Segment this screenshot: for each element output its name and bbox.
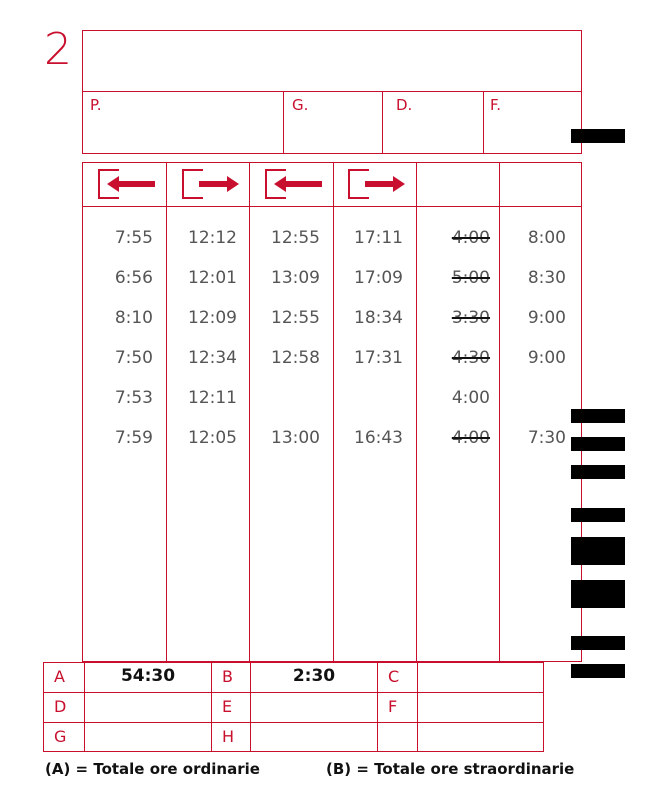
totals-row-sep-2 xyxy=(43,722,544,723)
row-2-hours: 3:30 xyxy=(451,308,490,328)
card-number: 2 xyxy=(44,24,72,75)
totals-letter-d: D xyxy=(54,697,67,716)
total-ordinary-hours: 54:30 xyxy=(120,666,176,686)
timing-mark xyxy=(571,580,625,608)
row-3-hours: 4:30 xyxy=(451,348,490,368)
header-sep-3 xyxy=(483,91,484,154)
row-1-daily-total: 8:30 xyxy=(527,268,566,288)
timing-mark xyxy=(571,465,625,479)
row-2-entry-2: 12:55 xyxy=(271,308,320,328)
out-arrow-icon xyxy=(181,168,241,200)
totals-col-sep-3 xyxy=(250,662,251,752)
row-5-entry-1: 7:59 xyxy=(114,428,153,448)
row-0-daily-total: 8:00 xyxy=(527,228,566,248)
row-3-exit-2: 17:31 xyxy=(354,348,403,368)
timing-mark xyxy=(571,129,625,143)
timing-mark xyxy=(571,636,625,650)
grid-col-sep-5 xyxy=(499,162,500,662)
row-0-exit-2: 17:11 xyxy=(354,228,403,248)
grid-col-sep-1 xyxy=(166,162,167,662)
header-box xyxy=(82,30,582,154)
row-0-entry-1: 7:55 xyxy=(114,228,153,248)
timing-mark xyxy=(571,409,625,423)
grid-col-sep-3 xyxy=(333,162,334,662)
grid-col-sep-4 xyxy=(416,162,417,662)
totals-col-sep-4 xyxy=(377,662,378,752)
totals-letter-c: C xyxy=(388,667,400,686)
legend-b: (B) = Totale ore straordinarie xyxy=(326,760,575,778)
row-2-entry-1: 8:10 xyxy=(114,308,153,328)
row-2-exit-2: 18:34 xyxy=(354,308,403,328)
row-0-entry-2: 12:55 xyxy=(271,228,320,248)
totals-col-sep-2 xyxy=(211,662,212,752)
grid-header-divider xyxy=(82,206,582,207)
row-5-hours: 4:00 xyxy=(451,428,490,448)
row-0-hours: 4:00 xyxy=(451,228,490,248)
header-sep-1 xyxy=(283,91,284,154)
timing-mark xyxy=(571,664,625,678)
totals-col-sep-1 xyxy=(84,662,85,752)
header-divider xyxy=(82,91,582,92)
header-label-f: F. xyxy=(490,96,501,114)
row-5-exit-2: 16:43 xyxy=(354,428,403,448)
row-0-exit-1: 12:12 xyxy=(188,228,237,248)
row-2-exit-1: 12:09 xyxy=(188,308,237,328)
row-3-daily-total: 9:00 xyxy=(527,348,566,368)
total-overtime-hours: 2:30 xyxy=(292,666,336,686)
row-5-entry-2: 13:00 xyxy=(271,428,320,448)
row-1-exit-1: 12:01 xyxy=(188,268,237,288)
in-arrow-icon xyxy=(264,168,324,200)
legend-a: (A) = Totale ore ordinarie xyxy=(45,760,260,778)
totals-row-sep-1 xyxy=(43,692,544,693)
row-1-exit-2: 17:09 xyxy=(354,268,403,288)
row-5-daily-total: 7:30 xyxy=(527,428,566,448)
totals-letter-f: F xyxy=(388,697,398,716)
row-1-hours: 5:00 xyxy=(451,268,490,288)
totals-letter-g: G xyxy=(54,727,67,746)
row-4-hours: 4:00 xyxy=(451,388,490,408)
row-3-entry-2: 12:58 xyxy=(271,348,320,368)
row-1-entry-1: 6:56 xyxy=(114,268,153,288)
header-label-g: G. xyxy=(292,96,309,114)
row-3-entry-1: 7:50 xyxy=(114,348,153,368)
totals-letter-b: B xyxy=(222,667,233,686)
header-sep-2 xyxy=(382,91,383,154)
out-arrow-icon xyxy=(347,168,407,200)
timing-mark xyxy=(571,508,625,522)
totals-letter-e: E xyxy=(222,697,233,716)
totals-letter-a: A xyxy=(54,667,65,686)
row-2-daily-total: 9:00 xyxy=(527,308,566,328)
row-1-entry-2: 13:09 xyxy=(271,268,320,288)
row-5-exit-1: 12:05 xyxy=(188,428,237,448)
header-label-d: D. xyxy=(396,96,413,114)
timing-mark xyxy=(571,437,625,451)
row-4-entry-1: 7:53 xyxy=(114,388,153,408)
totals-col-sep-5 xyxy=(417,662,418,752)
header-label-p: P. xyxy=(90,96,102,114)
totals-letter-h: H xyxy=(222,727,235,746)
in-arrow-icon xyxy=(97,168,157,200)
row-3-exit-1: 12:34 xyxy=(188,348,237,368)
row-4-exit-1: 12:11 xyxy=(188,388,237,408)
grid-col-sep-2 xyxy=(249,162,250,662)
timing-mark xyxy=(571,537,625,565)
